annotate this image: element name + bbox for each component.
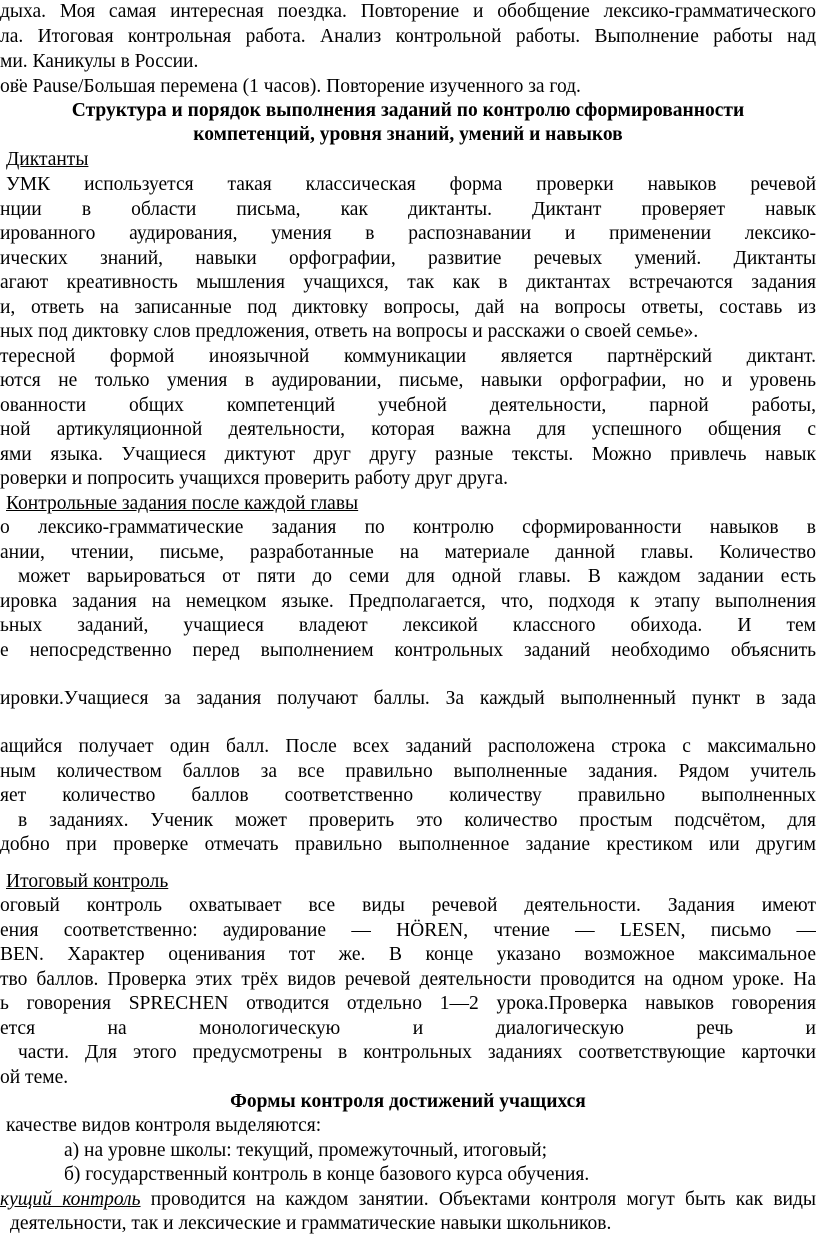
control-tasks-line-1: о лексико-грамматические задания по контролю сформированности навыков в — [0, 517, 816, 538]
dictations-line-7: ных под диктовку слов предложения, ответь на вопросы и расскажи о своей семье». — [0, 321, 699, 342]
dictations-line-2: нции в области письма, как диктанты. Диктант проверяет навык — [0, 199, 816, 220]
dictations-line-5: агают креативность мышления учащихся, так как в диктантах встречаются задания — [0, 272, 816, 293]
section-control-tasks-heading-text: Контрольные задания после каждой главы — [6, 493, 359, 514]
forms-item-b: б) государственный контроль в конце базового курса обучения. — [64, 1164, 590, 1185]
control-tasks-line-7: ировки.Учащиеся за задания получают баллы. За каждый выполненный пункт в зада — [0, 688, 816, 709]
dictations-line-12: ями языка. Учащиеся диктуют друг другу разные тексты. Можно привлечь навык — [0, 444, 816, 465]
dictations-line-3: ированного аудирования, умения в распознавании и применении лексико- — [0, 223, 816, 244]
section-final-control-heading-text: Итоговый контроль — [6, 871, 169, 892]
dictations-line-9: ются не только умения в аудировании, письме, навыки орфографии, но и уровень — [0, 370, 816, 391]
control-tasks-line-4: ировка задания на немецком языке. Предполагается, что, подходя к этапу выполнения — [0, 591, 816, 612]
forms-item-a: а) на уровне школы: текущий, промежуточный, итоговый; — [64, 1140, 547, 1161]
control-tasks-line-5: ьных заданий, учащиеся владеют лексикой классного обихода. И тем — [0, 615, 816, 636]
final-control-line-2: ения соответственно: аудирование — HÖREN, чтение — LESEN, письмо — — [0, 920, 816, 941]
final-control-line-5: ь говорения SPRECHEN отводится отдельно 1—2 урока.Проверка навыков говорения — [0, 993, 816, 1014]
intro-line-2: ла. Итоговая контрольная работа. Анализ контрольной работы. Выполнение работы над — [0, 26, 816, 47]
current-control-rest: проводится на каждом занятии. Объектами контроля могут быть как виды — [140, 1189, 816, 1210]
final-control-line-8: ой теме. — [0, 1067, 69, 1088]
structure-heading-line-1: Структура и порядок выполнения заданий по контролю сформированности — [71, 100, 745, 121]
dictations-line-1: УМК используется такая классическая форма проверки навыков речевой — [6, 174, 816, 195]
final-control-line-1: оговый контроль охватывает все виды речевой деятельности. Задания имеют — [0, 895, 816, 916]
intro-line-1: дыха. Моя самая интересная поездка. Повторение и обобщение лексико-грамматического — [0, 1, 816, 22]
control-tasks-line-2: ании, чтении, письме, разработанные на материале данной главы. Количество — [0, 542, 816, 563]
forms-heading: Формы контроля достижений учащихся — [230, 1091, 586, 1112]
dictations-line-11: ной артикуляционной деятельности, которая важна для успешного общения с — [0, 419, 816, 440]
final-control-line-3: BEN. Характер оценивания тот же. В конце указано возможное максимальное — [0, 944, 816, 965]
control-tasks-line-9: ным количеством баллов за все правильно выполненные задания. Рядом учитель — [0, 761, 816, 782]
final-control-line-7: части. Для этого предусмотрены в контрольных заданиях соответствующие карточки — [18, 1042, 816, 1063]
dictations-line-13: роверки и попросить учащихся проверить работу друг друга. — [0, 468, 509, 489]
current-control-term: кущий контроль — [0, 1189, 141, 1210]
current-control-line-1 — [0, 1188, 816, 1212]
structure-heading-line-2: компетенций, уровня знаний, умений и навыков — [193, 124, 623, 145]
control-tasks-line-11: в заданиях. Ученик может проверить это количество простым подсчётом, для — [18, 810, 816, 831]
dictations-line-4: ических знаний, навыки орфографии, развитие речевых умений. Диктанты — [0, 248, 816, 269]
dictations-line-10: ованности общих компетенций учебной деятельности, парной работы, — [0, 395, 816, 416]
section-dictations-heading — [6, 148, 816, 172]
section-final-control-heading — [6, 870, 816, 894]
control-tasks-line-12: добно при проверке отмечать правильно выполненное задание крестиком или другим — [0, 834, 816, 855]
forms-intro: качестве видов контроля выделяются: — [6, 1115, 322, 1136]
control-tasks-line-3: может варьироваться от пяти до семи для одной главы. В каждом задании есть — [18, 566, 816, 587]
control-tasks-line-10: яет количество баллов соответственно количеству правильно выполненных — [0, 785, 816, 806]
final-control-line-6: ется на монологическую и диалогическую речь и — [0, 1018, 816, 1039]
intro-line-4: ов̈e Pause/Большая перемена (1 часов). Повторение изученного за год. — [0, 76, 581, 97]
final-control-line-4: тво баллов. Проверка этих трёх видов речевой деятельности проводится на одном уроке. На — [0, 969, 816, 990]
control-tasks-line-8: ащийся получает один балл. После всех заданий расположена строка с максимально — [0, 736, 816, 757]
current-control-line-2: деятельности, так и лексические и грамматические навыки школьников. — [10, 1213, 612, 1234]
dictations-line-8: тересной формой иноязычной коммуникации является партнёрский диктант. — [0, 346, 816, 367]
intro-line-3: ми. Каникулы в России. — [0, 51, 199, 72]
section-dictations-heading-text: Диктанты — [6, 149, 89, 170]
section-control-tasks-heading — [6, 492, 816, 516]
control-tasks-line-6: е непосредственно перед выполнением контрольных заданий необходимо объяснить — [0, 640, 816, 661]
dictations-line-6: и, ответь на записанные под диктовку вопросы, дай на вопросы ответы, составь из — [0, 297, 816, 318]
